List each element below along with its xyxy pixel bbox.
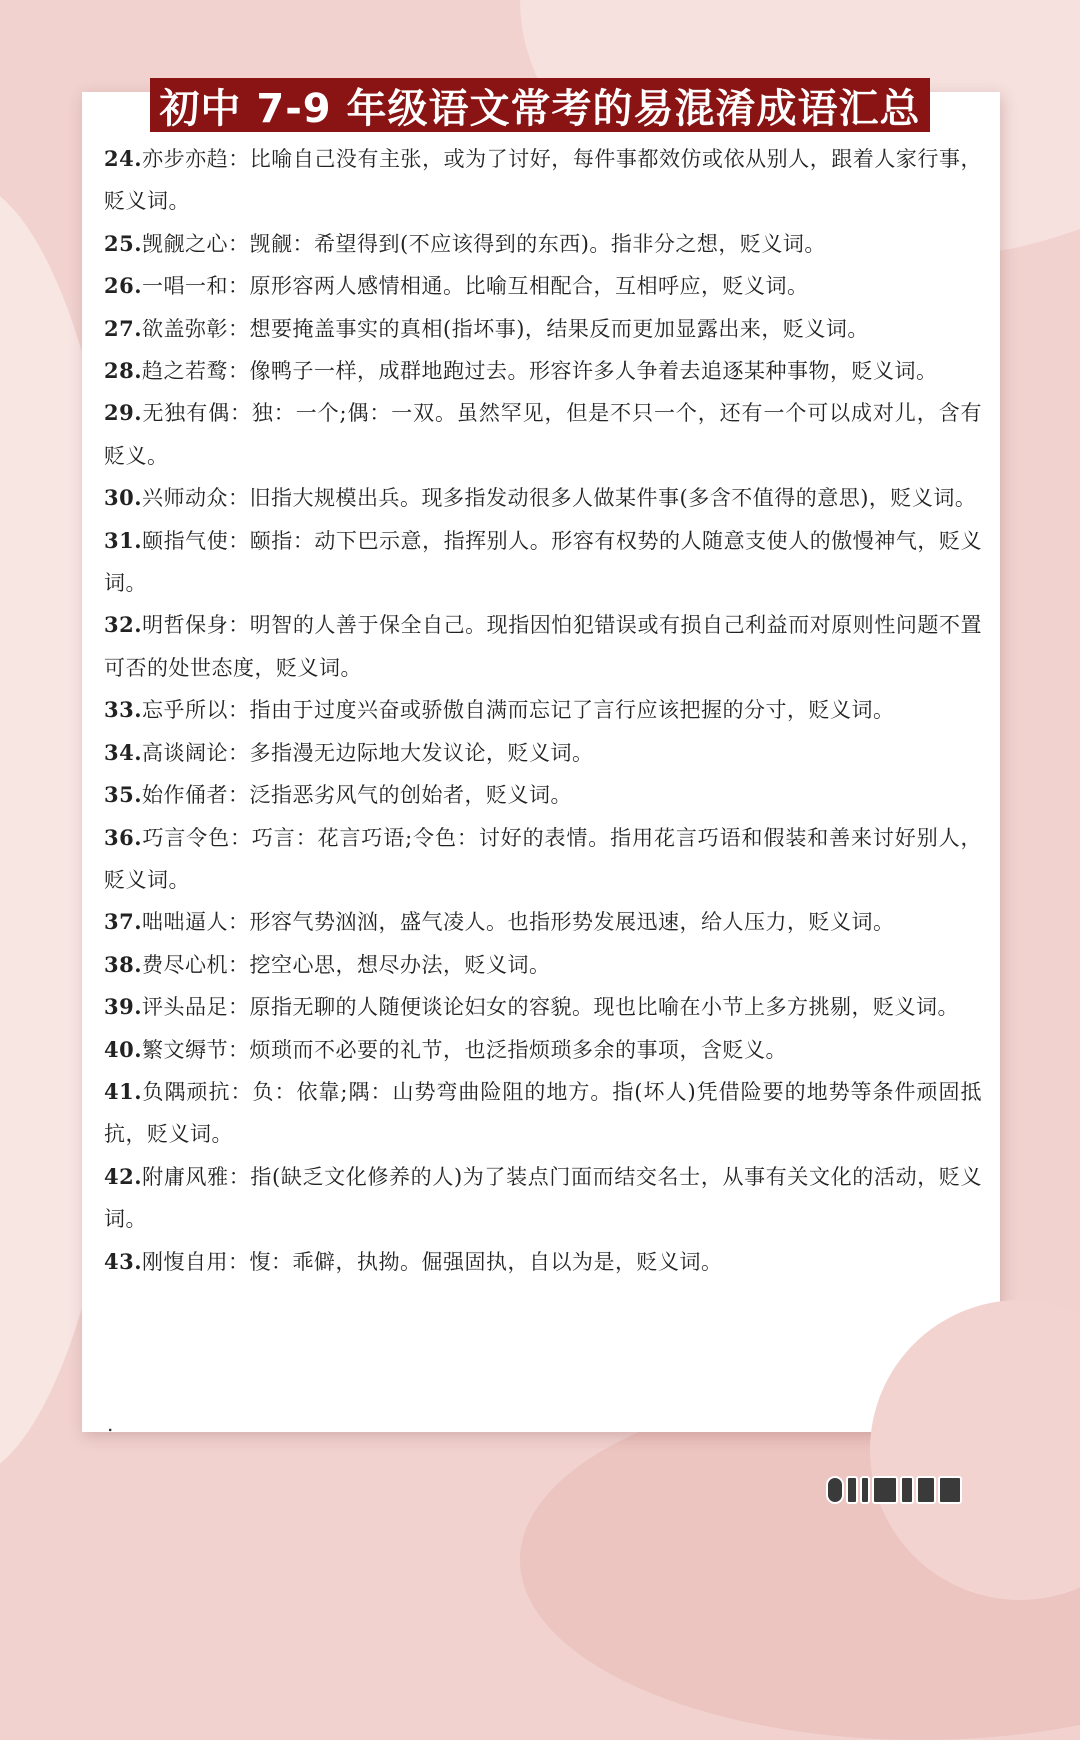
entry-text: 趋之若鹜：像鸭子一样，成群地跑过去。形容许多人争着去追逐某种事物，贬义词。 [142, 359, 938, 384]
entry-number: 31. [104, 527, 143, 553]
entry-number: 32. [104, 612, 143, 638]
idiom-entry [104, 901, 982, 943]
entry-text: 评头品足：原指无聊的人随便谈论妇女的容貌。现也比喻在小节上多方挑剔，贬义词。 [142, 995, 960, 1020]
idiom-entry [104, 265, 982, 307]
entry-text: 忘乎所以：指由于过度兴奋或骄傲自满而忘记了言行应该把握的分寸，贬义词。 [142, 698, 895, 723]
entry-number: 41. [104, 1078, 143, 1104]
idiom-entry [104, 520, 982, 605]
idiom-list [104, 138, 982, 1283]
idiom-entry [104, 774, 982, 816]
idiom-entry [104, 223, 982, 265]
entry-text: 颐指气使：颐指：动下巴示意，指挥别人。形容有权势的人随意支使人的傲慢神气，贬义词。 [104, 528, 982, 596]
watermark-glyph [916, 1476, 936, 1504]
entry-number: 34. [104, 739, 143, 765]
entry-text: 负隅顽抗：负：依靠;隅：山势弯曲险阻的地方。指(坏人)凭借险要的地势等条件顽固抵抗，贬义词。 [104, 1079, 982, 1147]
idiom-entry [104, 138, 982, 223]
idiom-entry [104, 817, 982, 902]
entry-number: 38. [104, 951, 143, 977]
idiom-entry [104, 986, 982, 1028]
entry-text: 无独有偶：独：一个;偶：一双。虽然罕见，但是不只一个，还有一个可以成对儿，含有贬义。 [104, 401, 982, 468]
watermark-glyph [900, 1476, 914, 1504]
watermark-glyph [826, 1476, 844, 1504]
idiom-entry [104, 604, 982, 689]
idiom-entry [104, 477, 982, 519]
page-title: 初中 7-9 年级语文常考的易混淆成语汇总 [159, 85, 921, 132]
entry-text: 兴师动众：旧指大规模出兵。现多指发动很多人做某件事(多含不值得的意思)，贬义词。 [142, 486, 977, 511]
entry-text: 始作俑者：泛指恶劣风气的创始者，贬义词。 [142, 783, 573, 808]
entry-text: 觊觎之心：觊觎：希望得到(不应该得到的东西)。指非分之想，贬义词。 [142, 231, 826, 256]
idiom-entry [104, 1071, 982, 1156]
entry-text: 附庸风雅：指(缺乏文化修养的人)为了装点门面而结交名士，从事有关文化的活动，贬义词。 [104, 1164, 982, 1232]
idiom-entry [104, 1241, 982, 1283]
idiom-entry [104, 308, 982, 350]
idiom-entry [104, 350, 982, 392]
entry-number: 27. [104, 315, 143, 341]
entry-text: 一唱一和：原形容两人感情相通。比喻互相配合，互相呼应，贬义词。 [142, 274, 809, 299]
watermark-glyph [846, 1476, 858, 1504]
entry-number: 39. [104, 994, 143, 1020]
entry-number: 42. [104, 1163, 143, 1189]
entry-number: 40. [104, 1036, 143, 1062]
entry-text: 刚愎自用：愎：乖僻，执拗。倔强固执，自以为是，贬义词。 [142, 1249, 723, 1274]
idiom-entry [104, 392, 982, 477]
idiom-entry [104, 689, 982, 731]
entry-number: 30. [104, 485, 143, 511]
watermark-glyph [872, 1476, 898, 1504]
entry-number: 35. [104, 782, 143, 808]
idiom-entry [104, 1156, 982, 1241]
entry-text: 高谈阔论：多指漫无边际地大发议论，贬义词。 [142, 740, 594, 765]
entry-number: 29. [104, 400, 143, 426]
entry-text: 繁文缛节：烦琐而不必要的礼节，也泛指烦琐多余的事项，含贬义。 [142, 1037, 788, 1062]
title-banner [150, 78, 930, 132]
watermark-glyph [938, 1476, 962, 1504]
idiom-entry [104, 1029, 982, 1071]
watermark-glyph [860, 1476, 870, 1504]
entry-number: 36. [104, 824, 143, 850]
entry-number: 25. [104, 230, 143, 256]
watermark-logo [826, 1476, 962, 1504]
entry-text: 亦步亦趋：比喻自己没有主张，或为了讨好，每件事都效仿或依从别人，跟着人家行事，贬义词。 [104, 147, 982, 214]
entry-number: 26. [104, 273, 143, 299]
idiom-entry [104, 944, 982, 986]
entry-number: 33. [104, 697, 143, 723]
idiom-entry [104, 732, 982, 774]
entry-number: 24. [104, 146, 143, 171]
entry-text: 咄咄逼人：形容气势汹汹，盛气凌人。也指形势发展迅速，给人压力，贬义词。 [142, 910, 895, 935]
entry-text: 巧言令色：巧言：花言巧语;令色：讨好的表情。指用花言巧语和假装和善来讨好别人，贬义词。 [104, 825, 982, 892]
entry-number: 43. [104, 1248, 143, 1274]
trailing-dot: . [107, 1412, 114, 1436]
entry-text: 费尽心机：挖空心思，想尽办法，贬义词。 [142, 952, 551, 977]
entry-number: 28. [104, 358, 143, 384]
entry-text: 明哲保身：明智的人善于保全自己。现指因怕犯错误或有损自己利益而对原则性问题不置可否的处世态度，贬义词。 [104, 613, 982, 680]
entry-text: 欲盖弥彰：想要掩盖事实的真相(指坏事)，结果反而更加显露出来，贬义词。 [142, 316, 869, 341]
entry-number: 37. [104, 909, 143, 935]
